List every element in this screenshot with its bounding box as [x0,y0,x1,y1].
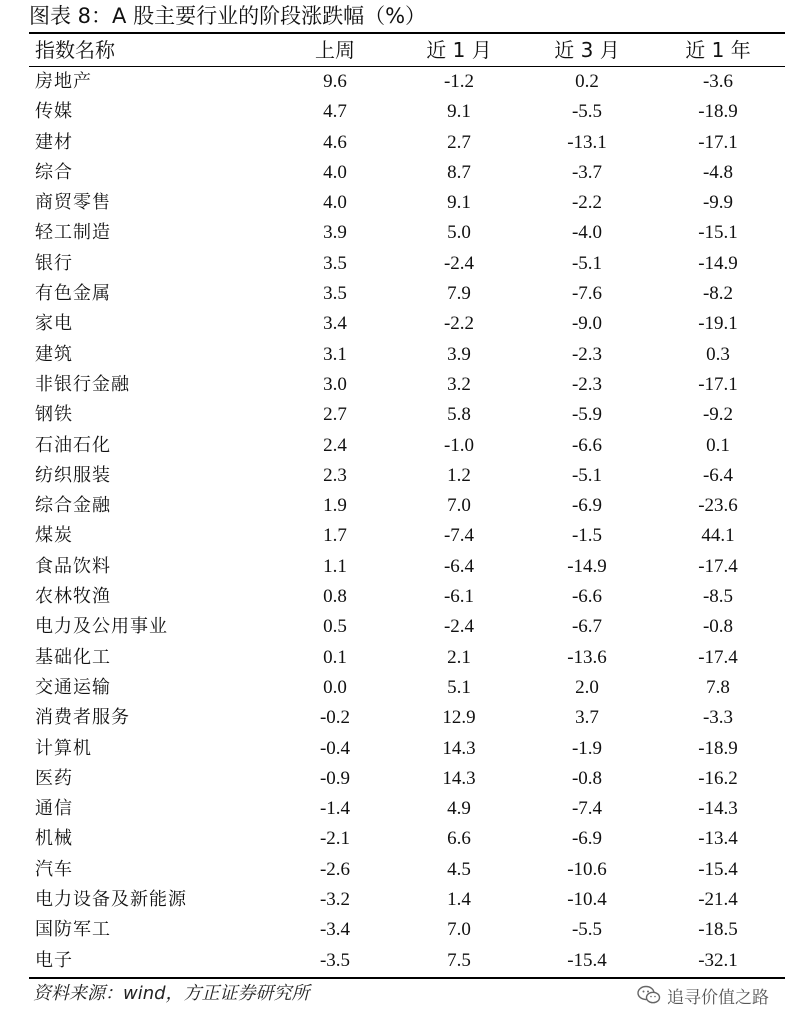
table-row [29,97,785,127]
table-row [29,915,785,945]
value-1-month: 6.6 [447,828,471,850]
table-row [29,582,785,612]
value-1-year: -18.9 [698,101,738,123]
value-1-year: 0.3 [706,343,730,365]
value-3-months: -6.7 [571,616,603,638]
industry-name: 纺织服装 [35,464,111,486]
value-1-year: -15.1 [698,222,738,244]
table-row [29,855,785,885]
value-1-year: -18.5 [698,919,738,941]
industry-name: 综合金融 [35,495,111,517]
value-last-week: -3.4 [319,919,351,941]
industry-name: 电力及公用事业 [35,616,168,638]
value-1-month: 7.0 [447,919,471,941]
value-3-months: -7.6 [571,283,603,305]
industry-name: 房地产 [35,71,92,92]
value-1-month: 9.1 [447,101,471,123]
table-row [29,764,785,794]
table-row [29,552,785,582]
value-last-week: -0.9 [319,767,351,789]
value-1-month: 3.2 [447,373,471,395]
value-last-week: 3.1 [323,343,347,365]
value-1-year: -16.2 [698,767,738,789]
value-1-year: 44.1 [701,525,735,547]
value-3-months: -6.9 [571,828,603,850]
value-1-year: -17.4 [698,555,738,577]
value-last-week: -3.2 [319,889,351,911]
value-1-year: -13.4 [698,828,738,850]
value-1-month: 3.9 [447,343,471,365]
value-last-week: -0.2 [319,707,351,729]
value-1-year: 7.8 [706,676,730,698]
industry-name: 基础化工 [35,646,111,668]
table-row [29,188,785,218]
value-1-year: -9.2 [702,404,734,426]
value-1-month: -2.4 [443,616,475,638]
value-3-months: -7.4 [571,798,603,820]
value-last-week: 0.8 [323,586,347,608]
table-row [29,340,785,370]
value-1-month: 8.7 [447,161,471,183]
industry-name: 建筑 [35,343,73,365]
table-row [29,158,785,188]
industry-name: 煤炭 [35,525,73,547]
value-1-month: 14.3 [442,767,476,789]
industry-name: 综合 [35,161,73,183]
table-row [29,400,785,430]
value-3-months: -13.6 [567,646,607,668]
value-1-month: 5.1 [447,676,471,698]
table-row [29,612,785,642]
table-body [29,67,785,976]
table-row [29,734,785,764]
table-row [29,431,785,461]
value-3-months: -1.5 [571,525,603,547]
value-1-month: 2.7 [447,131,471,153]
value-1-year: -23.6 [698,495,738,517]
value-1-year: -32.1 [698,949,738,971]
value-last-week: 4.7 [323,101,347,123]
value-last-week: 9.6 [323,71,347,92]
value-last-week: 2.7 [323,404,347,426]
header-index-name: 指数名称 [35,38,115,62]
industry-name: 钢铁 [35,404,73,426]
table-row [29,824,785,854]
industry-name: 汽车 [35,858,73,880]
value-3-months: -2.3 [571,343,603,365]
value-last-week: 0.5 [323,616,347,638]
value-1-month: 9.1 [447,192,471,214]
value-1-month: 1.4 [447,889,471,911]
table-row [29,218,785,248]
value-3-months: 2.0 [575,676,599,698]
value-1-month: 1.2 [447,464,471,486]
value-last-week: 1.1 [323,555,347,577]
value-1-month: 4.5 [447,858,471,880]
value-last-week: 0.1 [323,646,347,668]
industry-name: 商贸零售 [35,192,111,214]
table-row [29,673,785,703]
table-row [29,249,785,279]
value-3-months: -5.9 [571,404,603,426]
value-1-month: 2.1 [447,646,471,668]
value-1-year: -8.5 [702,586,734,608]
industry-name: 有色金属 [35,283,111,305]
value-1-month: 12.9 [442,707,476,729]
value-1-year: -9.9 [702,192,734,214]
value-last-week: 3.9 [323,222,347,244]
value-1-year: -17.4 [698,646,738,668]
value-3-months: -6.6 [571,434,603,456]
value-3-months: -10.6 [567,858,607,880]
table-row [29,309,785,339]
value-3-months: 3.7 [575,707,599,729]
value-last-week: 3.4 [323,313,347,335]
value-1-year: -8.2 [702,283,734,305]
value-1-month: -7.4 [443,525,475,547]
value-3-months: -5.1 [571,252,603,274]
industry-name: 通信 [35,798,73,820]
value-3-months: -6.9 [571,495,603,517]
value-3-months: -0.8 [571,767,603,789]
table-row [29,279,785,309]
table-top-rule [29,32,785,34]
value-1-year: -19.1 [698,313,738,335]
value-3-months: -9.0 [571,313,603,335]
value-3-months: -5.5 [571,919,603,941]
industry-name: 家电 [35,313,73,335]
value-1-month: 7.5 [447,949,471,971]
industry-name: 银行 [35,252,73,274]
value-1-month: 5.0 [447,222,471,244]
source-note: 资料来源：wind，方正证券研究所 [33,983,310,1004]
value-last-week: 2.4 [323,434,347,456]
value-1-year: -3.6 [702,71,734,92]
value-3-months: -14.9 [567,555,607,577]
value-1-month: -1.2 [443,71,475,92]
value-1-month: 14.3 [442,737,476,759]
value-3-months: 0.2 [575,71,599,92]
table-row [29,885,785,915]
value-1-year: -17.1 [698,373,738,395]
value-1-year: -21.4 [698,889,738,911]
industry-name: 国防军工 [35,919,111,941]
value-1-month: 7.9 [447,283,471,305]
value-last-week: 1.9 [323,495,347,517]
value-3-months: -6.6 [571,586,603,608]
table-row [29,521,785,551]
value-last-week: 4.0 [323,192,347,214]
value-1-month: 4.9 [447,798,471,820]
table-row [29,491,785,521]
value-1-month: 7.0 [447,495,471,517]
watermark [637,981,769,1009]
table-row [29,461,785,491]
figure-title: 图表 8：A 股主要行业的阶段涨跌幅（%） [29,4,427,28]
value-last-week: -2.6 [319,858,351,880]
industry-name: 建材 [35,131,73,153]
value-1-month: -2.4 [443,252,475,274]
value-last-week: -2.1 [319,828,351,850]
industry-name: 农林牧渔 [35,586,111,608]
value-1-year: -4.8 [702,161,734,183]
industry-name: 轻工制造 [35,222,111,244]
header-1-month: 近 1 月 [426,38,492,62]
header-1-year: 近 1 年 [685,38,751,62]
industry-name: 计算机 [35,737,92,759]
value-last-week: -1.4 [319,798,351,820]
value-last-week: 3.5 [323,283,347,305]
value-3-months: -2.3 [571,373,603,395]
value-1-year: -0.8 [702,616,734,638]
value-1-month: -6.4 [443,555,475,577]
value-3-months: -2.2 [571,192,603,214]
industry-name: 电力设备及新能源 [35,889,187,911]
value-1-month: -2.2 [443,313,475,335]
industry-name: 食品饮料 [35,555,111,577]
industry-name: 电子 [35,949,73,971]
value-1-year: -14.9 [698,252,738,274]
value-3-months: -10.4 [567,889,607,911]
value-1-month: -6.1 [443,586,475,608]
industry-name: 非银行金融 [35,373,130,395]
value-last-week: 1.7 [323,525,347,547]
wechat-icon [637,985,661,1005]
watermark-text: 追寻价值之路 [667,987,769,1008]
value-3-months: -15.4 [567,949,607,971]
industry-name: 医药 [35,767,73,789]
industry-name: 消费者服务 [35,707,130,729]
value-3-months: -5.5 [571,101,603,123]
table-row [29,794,785,824]
value-3-months: -4.0 [571,222,603,244]
value-last-week: 4.0 [323,161,347,183]
header-3-months: 近 3 月 [554,38,620,62]
table-row [29,946,785,976]
value-last-week: -0.4 [319,737,351,759]
table-row [29,643,785,673]
industry-name: 交通运输 [35,676,111,698]
table-row [29,703,785,733]
value-last-week: 0.0 [323,676,347,698]
table-row [29,67,785,97]
header-last-week: 上周 [315,38,355,62]
value-1-year: -18.9 [698,737,738,759]
industry-name: 机械 [35,828,73,850]
value-1-year: -15.4 [698,858,738,880]
table-row [29,370,785,400]
value-1-year: -6.4 [702,464,734,486]
value-last-week: 3.5 [323,252,347,274]
value-last-week: 2.3 [323,464,347,486]
value-1-year: -14.3 [698,798,738,820]
value-last-week: 3.0 [323,373,347,395]
value-3-months: -3.7 [571,161,603,183]
value-3-months: -13.1 [567,131,607,153]
industry-name: 传媒 [35,101,73,123]
value-3-months: -5.1 [571,464,603,486]
value-last-week: -3.5 [319,949,351,971]
value-1-month: -1.0 [443,434,475,456]
value-last-week: 4.6 [323,131,347,153]
table-header [29,35,785,65]
value-1-year: -17.1 [698,131,738,153]
value-3-months: -1.9 [571,737,603,759]
table-row [29,128,785,158]
value-1-month: 5.8 [447,404,471,426]
value-1-year: 0.1 [706,434,730,456]
industry-name: 石油石化 [35,434,111,456]
value-1-year: -3.3 [702,707,734,729]
table-bottom-rule [29,977,785,979]
